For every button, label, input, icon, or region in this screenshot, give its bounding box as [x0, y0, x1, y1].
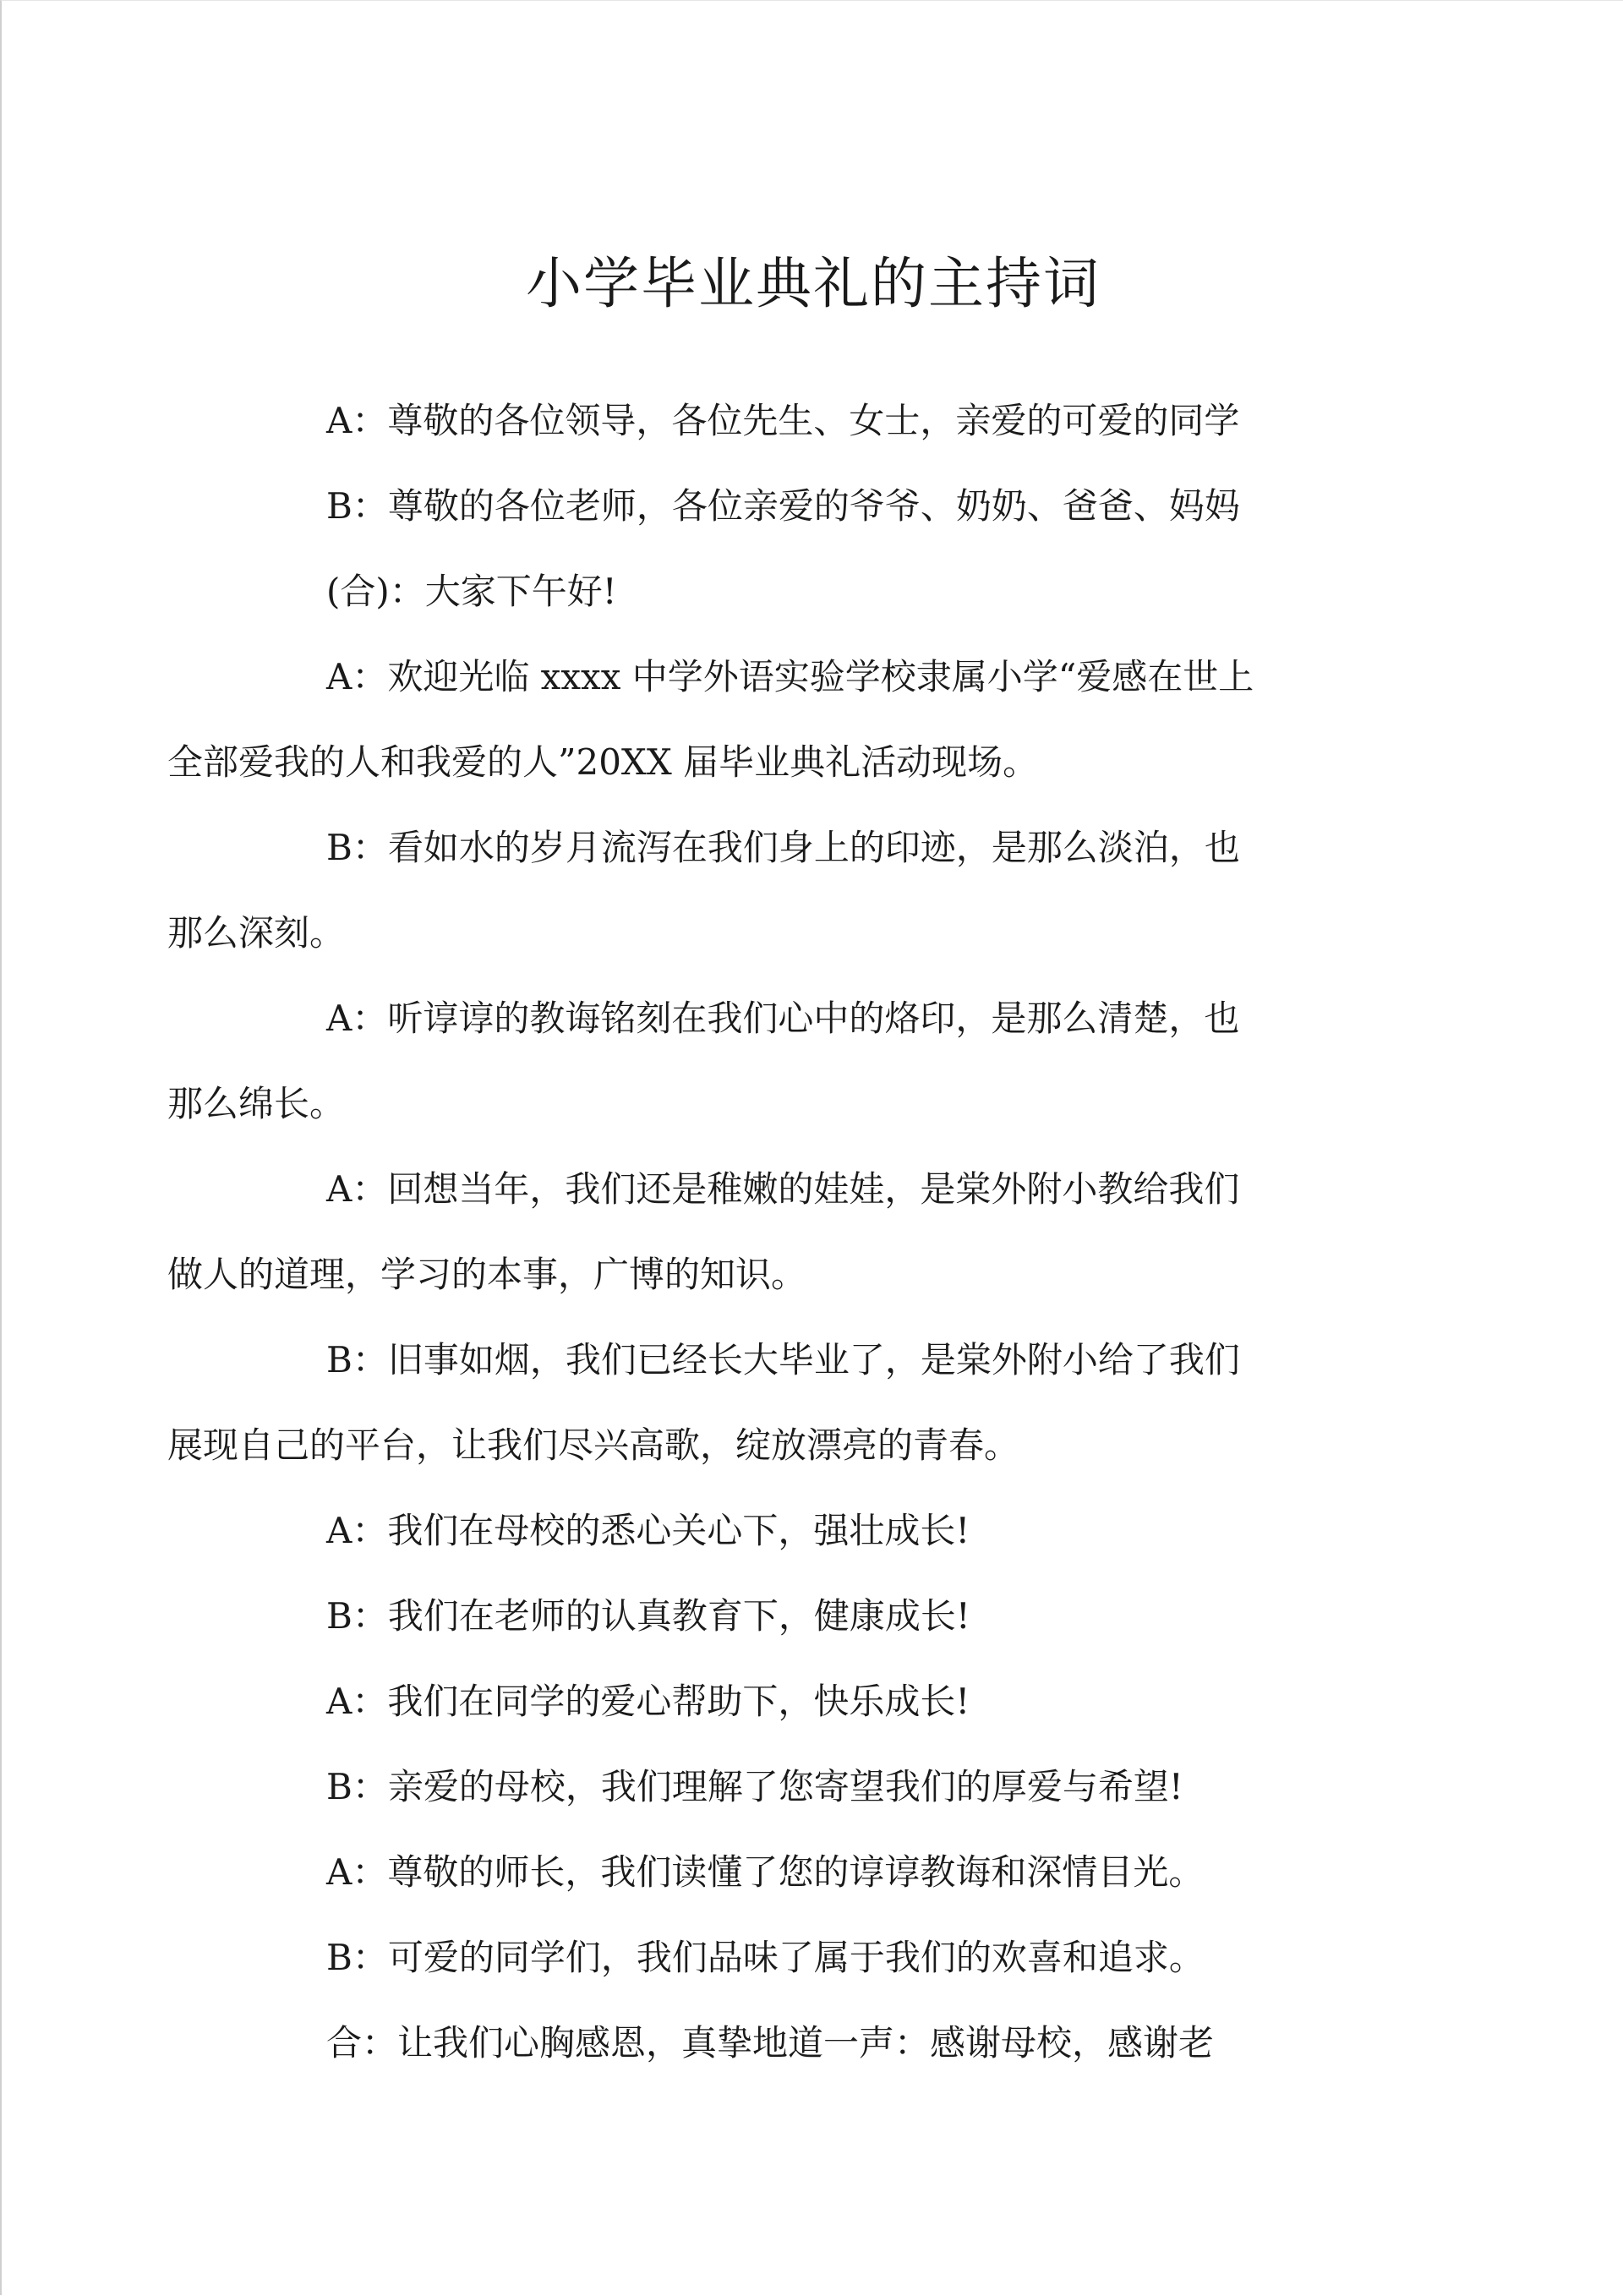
- paragraph: [167, 1317, 1312, 1488]
- paragraph-line: A：听谆谆的教诲铭刻在我们心中的烙印，是那么清楚，也: [326, 998, 1240, 1039]
- paragraph-continuation-line: 全部爱我的人和我爱的人”20XX 届毕业典礼活动现场。: [167, 741, 1039, 783]
- paragraph-line: (合)：大家下午好!: [326, 571, 617, 612]
- document-title: 小学毕业典礼的主持词: [526, 251, 1101, 317]
- paragraph: [247, 2000, 1312, 2086]
- paragraph-continuation-line: 那么绵长。: [167, 1083, 346, 1124]
- paragraph-continuation-line: 那么深刻。: [167, 912, 346, 954]
- paragraph: [247, 1488, 1312, 1573]
- paragraph: [247, 378, 1312, 463]
- paragraph: [247, 1573, 1312, 1659]
- paragraph-line: 合：让我们心胸感恩，真挚地道一声：感谢母校，感谢老: [326, 2022, 1215, 2064]
- paragraph: [167, 805, 1312, 976]
- paragraph-line: A：我们在同学的爱心帮助下，快乐成长!: [326, 1681, 970, 1722]
- paragraph: [247, 1829, 1312, 1915]
- paragraph: [247, 549, 1312, 634]
- paragraph: [247, 1659, 1312, 1744]
- paragraph-line: B：我们在老师的认真教育下，健康成长!: [326, 1595, 970, 1637]
- paragraph-line: A：欢迎光临 xxxx 中学外语实验学校隶属小学“爱感在世上: [326, 656, 1254, 697]
- paragraph: [167, 976, 1312, 1146]
- paragraph: [167, 634, 1312, 805]
- paragraph: [247, 1744, 1312, 1829]
- paragraph-line: B：旧事如烟，我们已经长大毕业了，是棠外附小给了我们: [326, 1339, 1240, 1380]
- paragraph: [247, 463, 1312, 549]
- paragraph: [247, 1915, 1312, 2000]
- paragraph-line: A：尊敬的师长，我们读懂了您的谆谆教诲和深情目光。: [326, 1851, 1205, 1893]
- document-body: [167, 378, 1312, 2086]
- paragraph: [167, 1146, 1312, 1317]
- paragraph-line: B：尊敬的各位老师，各位亲爱的爷爷、奶奶、爸爸、妈妈: [326, 485, 1240, 527]
- paragraph-line: A：回想当年，我们还是稚嫩的娃娃，是棠外附小教给我们: [326, 1168, 1240, 1210]
- paragraph-line: B：看如水的岁月流泻在我们身上的印迹，是那么淡泊，也: [326, 827, 1240, 868]
- paragraph-line: A：我们在母校的悉心关心下，强壮成长!: [326, 1510, 970, 1551]
- paragraph-continuation-line: 展现自己的平台，让我们尽兴高歌，绽放漂亮的青春。: [167, 1424, 1020, 1466]
- paragraph-line: B：亲爱的母校，我们理解了您寄望我们的厚爱与希望!: [326, 1766, 1183, 1807]
- paragraph-line: B：可爱的同学们，我们品味了属于我们的欢喜和追求。: [326, 1937, 1205, 1978]
- paragraph-continuation-line: 做人的道理，学习的本事，广博的知识。: [167, 1254, 807, 1295]
- paragraph-line: A：尊敬的各位领导，各位先生、女士，亲爱的可爱的同学: [326, 400, 1240, 441]
